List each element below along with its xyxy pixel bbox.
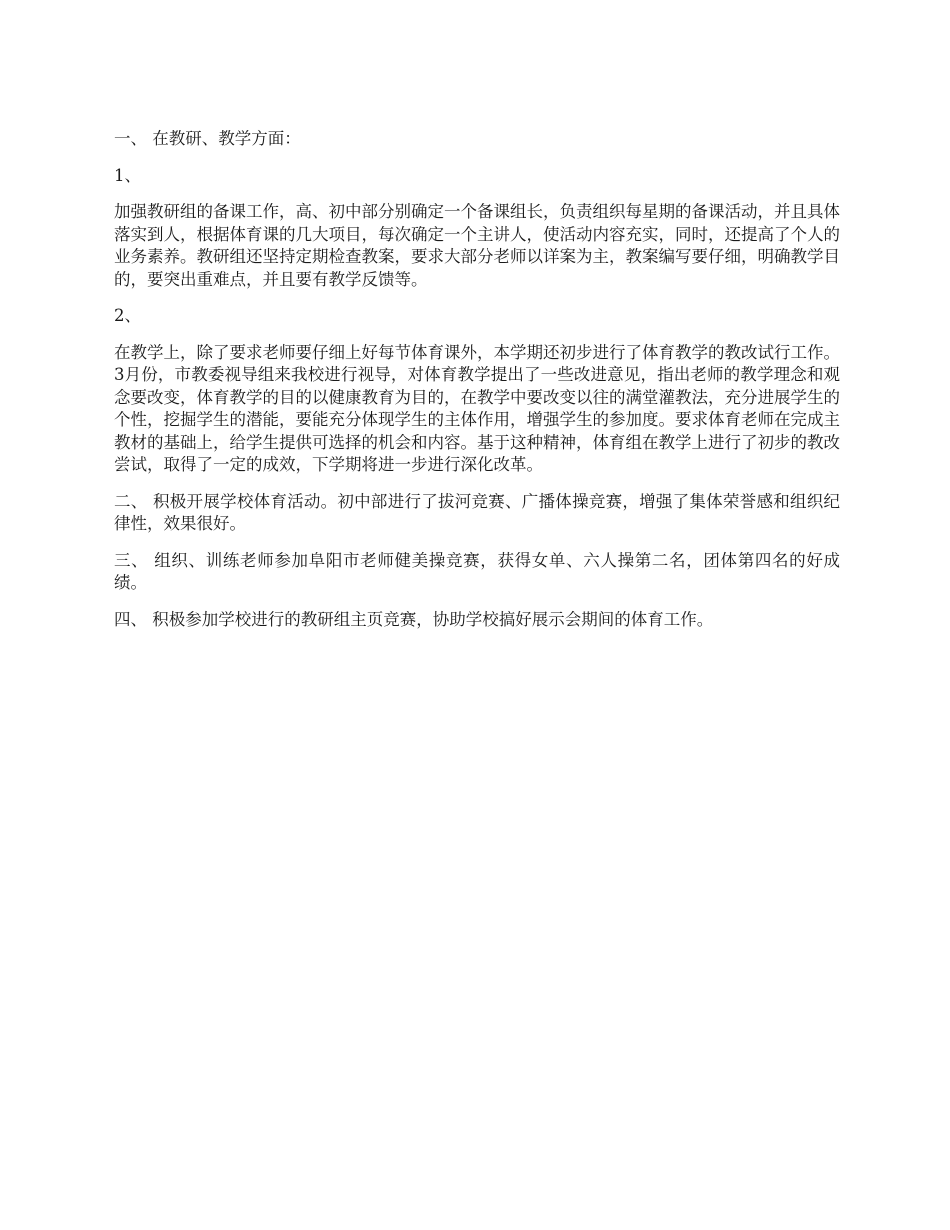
paragraph-sports-activities: 二、 积极开展学校体育活动。初中部进行了拔河竞赛、广播体操竞赛，增强了集体荣誉感和组织纪律性，效果很好。 <box>114 491 840 533</box>
item-number-1: 1、 <box>114 165 141 185</box>
section-heading-teaching: 一、 在教研、教学方面： <box>114 129 301 148</box>
paragraph-homepage-competition: 四、 积极参加学校进行的教研组主页竞赛，协助学校搞好展示会期间的体育工作。 <box>114 609 714 629</box>
paragraph-teaching-reform: 在教学上，除了要求老师要仔细上好每节体育课外，本学期还初步进行了体育教学的教改试行工作。3月份，市教委视导组来我校进行视导，对体育教学提出了一些改进意见，指出老师的教学理念和观念要改变，体育教学的目的以健康教育为目的，在教学中要改变以往的满堂灌教法，充分进展学生的个性，挖掘学生的潜能，要能充分体现学生的主体作用，增强学生的参加度。要求体育老师在完成主教材的基础上，给学生提供可选择的机会和内容。基于这种精神，体育组在教学上进行了初步的教改尝试，取得了一定的成效，下学期将进一步进行深化改革。 <box>114 342 840 474</box>
paragraph-aerobics-competition: 三、 组织、训练老师参加阜阳市老师健美操竞赛，获得女单、六人操第二名，团体第四名的好成绩。 <box>114 550 840 592</box>
item-number-2: 2、 <box>114 306 141 325</box>
paragraph-lesson-preparation: 加强教研组的备课工作，高、初中部分别确定一个备课组长，负责组织每星期的备课活动，并且具体落实到人，根据体育课的几大项目，每次确定一个主讲人，使活动内容充实，同时，还提高了个人的业务素养。教研组还坚持定期检查教案，要求大部分老师以详案为主，教案编写要仔细，明确教学目的，要突出重难点，并且要有教学反馈等。 <box>114 202 840 289</box>
